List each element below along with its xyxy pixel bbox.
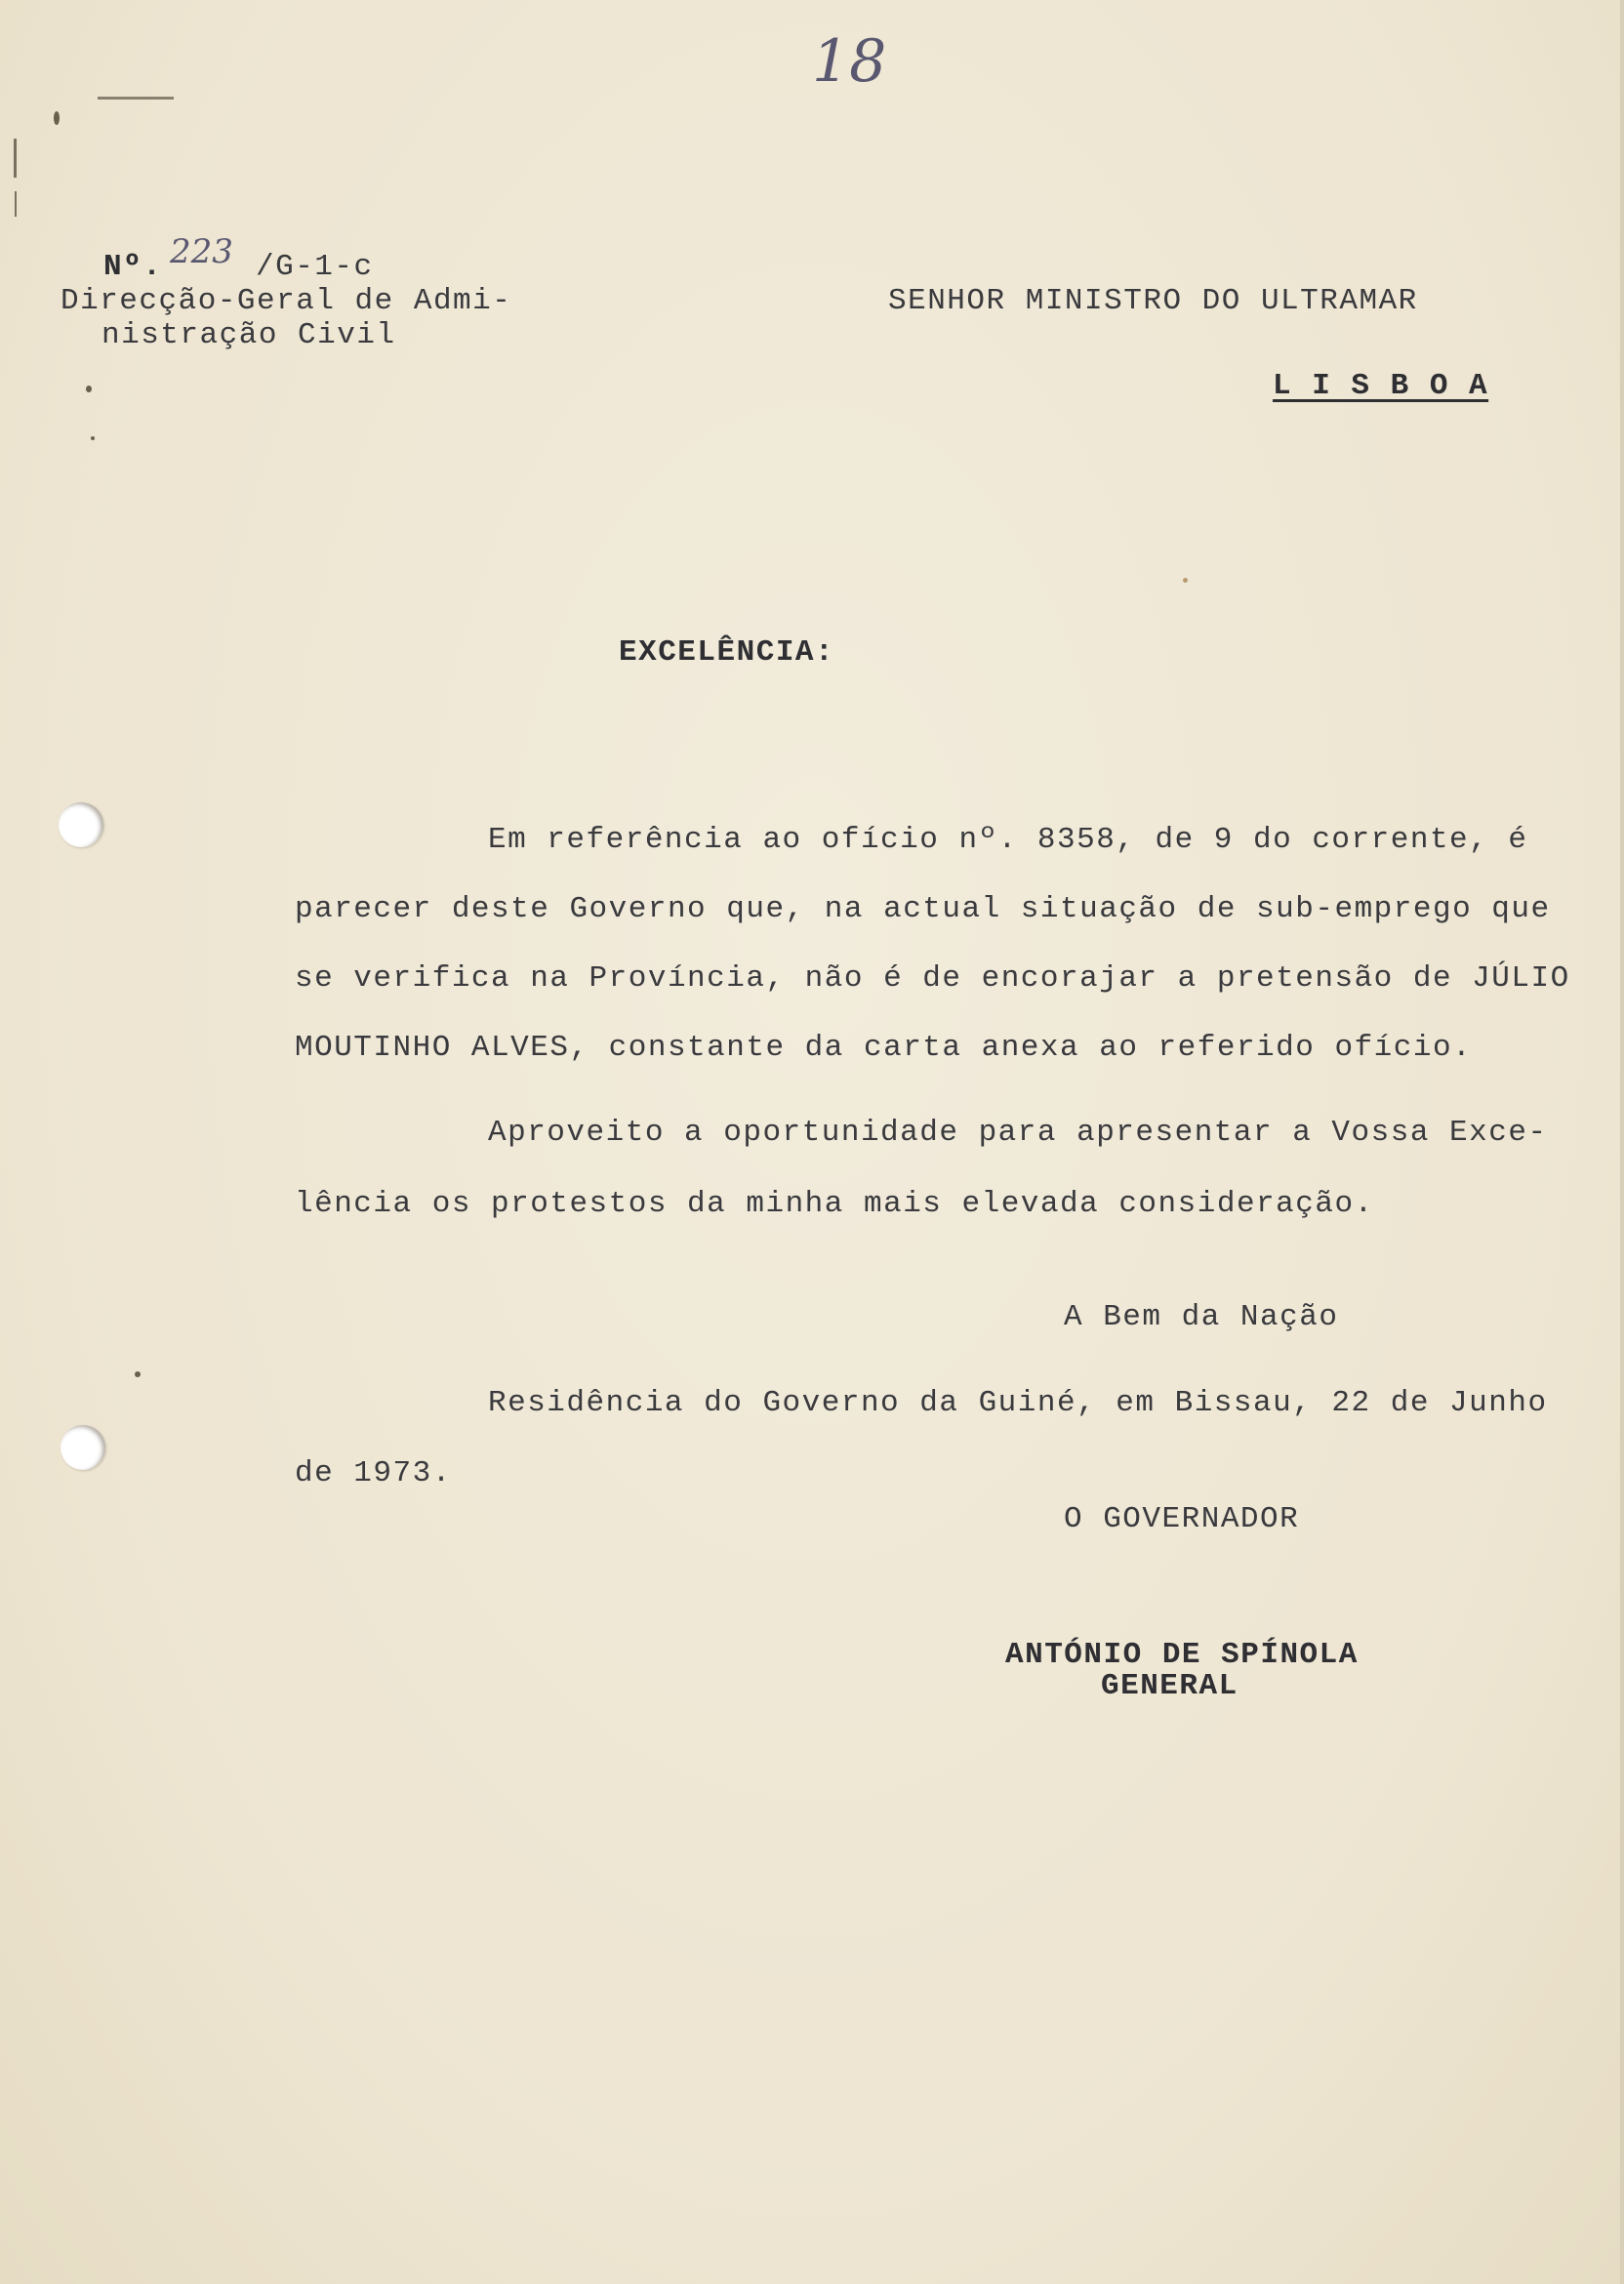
closing-formula: A Bem da Nação xyxy=(1064,1300,1339,1334)
reference-number-handwritten: 223 xyxy=(170,232,233,271)
body-line: Aproveito a oportunidade para apresentar a Vossa Exce- xyxy=(488,1116,1548,1150)
body-line: parecer deste Governo que, na actual situação de sub-emprego que xyxy=(295,892,1551,926)
paper-speck xyxy=(86,386,92,392)
place-date-line-1: Residência do Governo da Guiné, em Bissau, 22 de Junho xyxy=(488,1386,1548,1420)
paper-speck xyxy=(135,1371,141,1377)
place-date-line-2: de 1973. xyxy=(295,1456,452,1490)
paper-speck xyxy=(1183,578,1188,583)
salutation: EXCELÊNCIA: xyxy=(619,635,835,670)
punch-hole-top xyxy=(59,802,103,847)
department-line-1: Direcção-Geral de Admi- xyxy=(61,284,512,318)
body-line: MOUTINHO ALVES, constante da carta anexa ao referido ofício. xyxy=(295,1031,1473,1065)
reference-number-prefix: Nº. xyxy=(103,250,163,284)
department-line-2: nistração Civil xyxy=(102,318,396,352)
paper-speck xyxy=(54,111,60,125)
paper-speck xyxy=(91,436,95,440)
handwritten-page-number: 18 xyxy=(812,27,887,96)
signatory-role: O GOVERNADOR xyxy=(1064,1502,1300,1536)
body-line: Em referência ao ofício nº. 8358, de 9 do corrente, é xyxy=(488,823,1528,857)
paper-scratch xyxy=(98,97,174,100)
addressee-city: L I S B O A xyxy=(1273,369,1489,403)
paper-scratch xyxy=(15,191,17,217)
body-line: lência os protestos da minha mais elevada consideração. xyxy=(295,1187,1374,1221)
body-line: se verifica na Província, não é de encorajar a pretensão de JÚLIO xyxy=(295,961,1570,996)
reference-number-suffix: /G-1-c xyxy=(256,250,374,284)
addressee-title: SENHOR MINISTRO DO ULTRAMAR xyxy=(888,284,1418,318)
punch-hole-bottom xyxy=(61,1425,105,1470)
paper-scratch xyxy=(14,139,17,178)
page-edge xyxy=(1620,0,1624,2284)
signatory-name: ANTÓNIO DE SPÍNOLA xyxy=(1005,1638,1359,1672)
signatory-rank: GENERAL xyxy=(1101,1669,1238,1703)
